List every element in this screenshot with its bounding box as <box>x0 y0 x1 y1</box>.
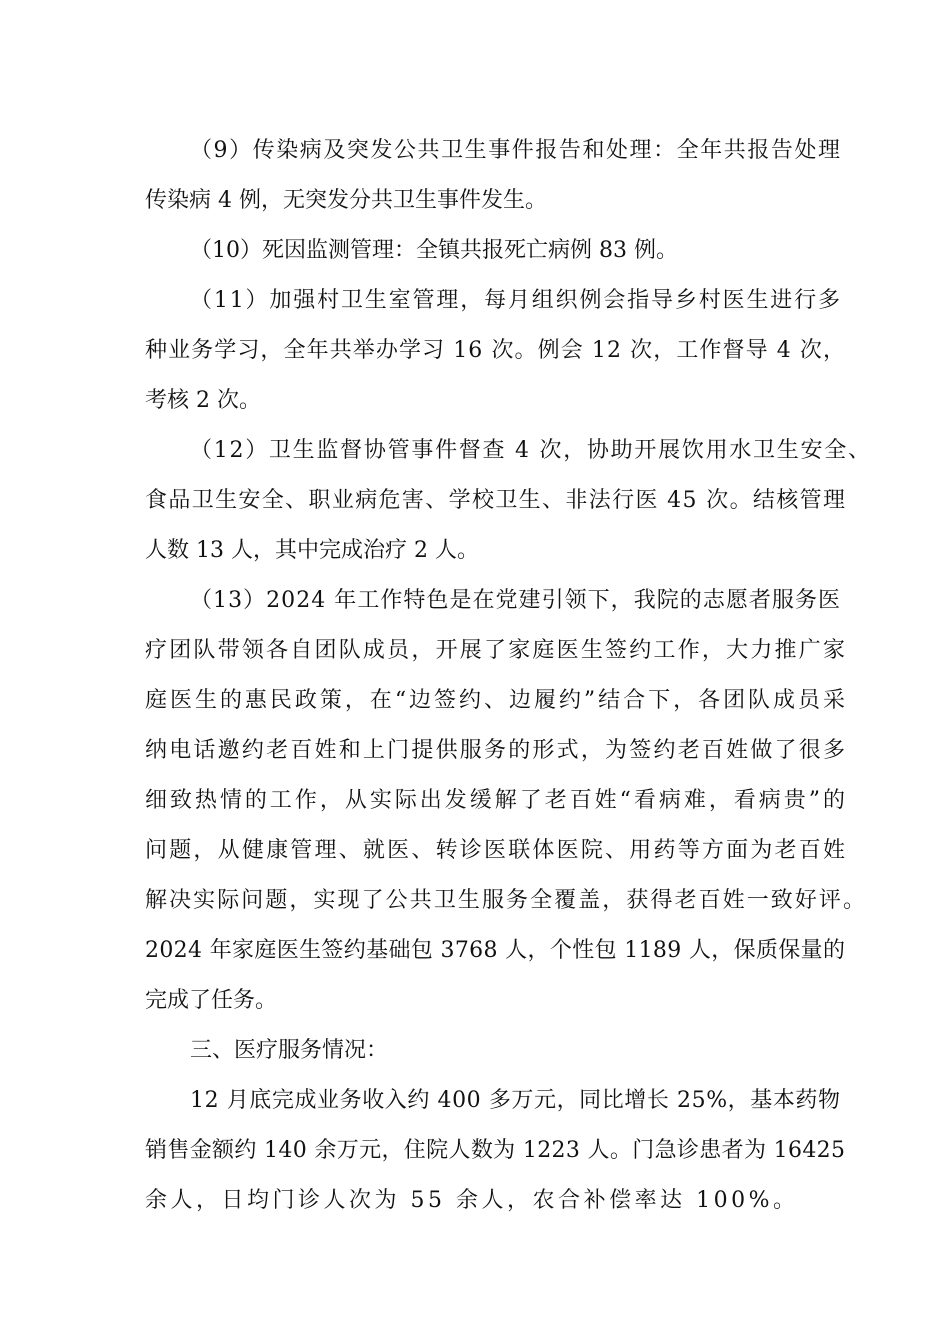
text-line: 解决实际问题，实现了公共卫生服务全覆盖，获得老百姓一致好评。 <box>145 888 868 913</box>
text-line: 2024 年家庭医生签约基础包 3768 人，个性包 1189 人，保质保量的 <box>145 938 846 963</box>
text-line: 余人，日均门诊人次为 55 余人，农合补偿率达 100%。 <box>145 1188 799 1213</box>
text-line: （11）加强村卫生室管理，每月组织例会指导乡村医生进行多 <box>190 288 842 313</box>
text-line: （13）2024 年工作特色是在党建引领下，我院的志愿者服务医 <box>190 588 842 613</box>
text-line: 考核 2 次。 <box>145 388 261 413</box>
text-line: 人数 13 人，其中完成治疗 2 人。 <box>145 538 479 563</box>
text-line: 细致热情的工作，从实际出发缓解了老百姓“看病难，看病贵”的 <box>145 788 848 813</box>
text-line: （10）死因监测管理：全镇共报死亡病例 83 例。 <box>190 238 678 263</box>
text-line: 庭医生的惠民政策，在“边签约、边履约”结合下，各团队成员采 <box>145 688 848 713</box>
text-line: 传染病 4 例，无突发分共卫生事件发生。 <box>145 188 547 213</box>
text-line: 完成了任务。 <box>145 988 278 1013</box>
section-heading: 三、医疗服务情况： <box>190 1038 389 1063</box>
text-line: 疗团队带领各自团队成员，开展了家庭医生签约工作，大力推广家 <box>145 638 848 663</box>
text-line: 食品卫生安全、职业病危害、学校卫生、非法行医 45 次。结核管理 <box>145 488 847 513</box>
text-line: 纳电话邀约老百姓和上门提供服务的形式，为签约老百姓做了很多 <box>145 738 848 763</box>
text-line: 销售金额约 140 余万元，住院人数为 1223 人。门急诊患者为 16425 <box>145 1138 846 1163</box>
text-line: 种业务学习，全年共举办学习 16 次。例会 12 次，工作督导 4 次， <box>145 338 847 363</box>
text-line: 12 月底完成业务收入约 400 多万元，同比增长 25%，基本药物 <box>190 1088 841 1113</box>
text-line: 问题，从健康管理、就医、转诊医联体医院、用药等方面为老百姓 <box>145 838 848 863</box>
text-line: （9）传染病及突发公共卫生事件报告和处理：全年共报告处理 <box>190 138 842 163</box>
text-line: （12）卫生监督协管事件督查 4 次，协助开展饮用水卫生安全、 <box>190 438 872 463</box>
